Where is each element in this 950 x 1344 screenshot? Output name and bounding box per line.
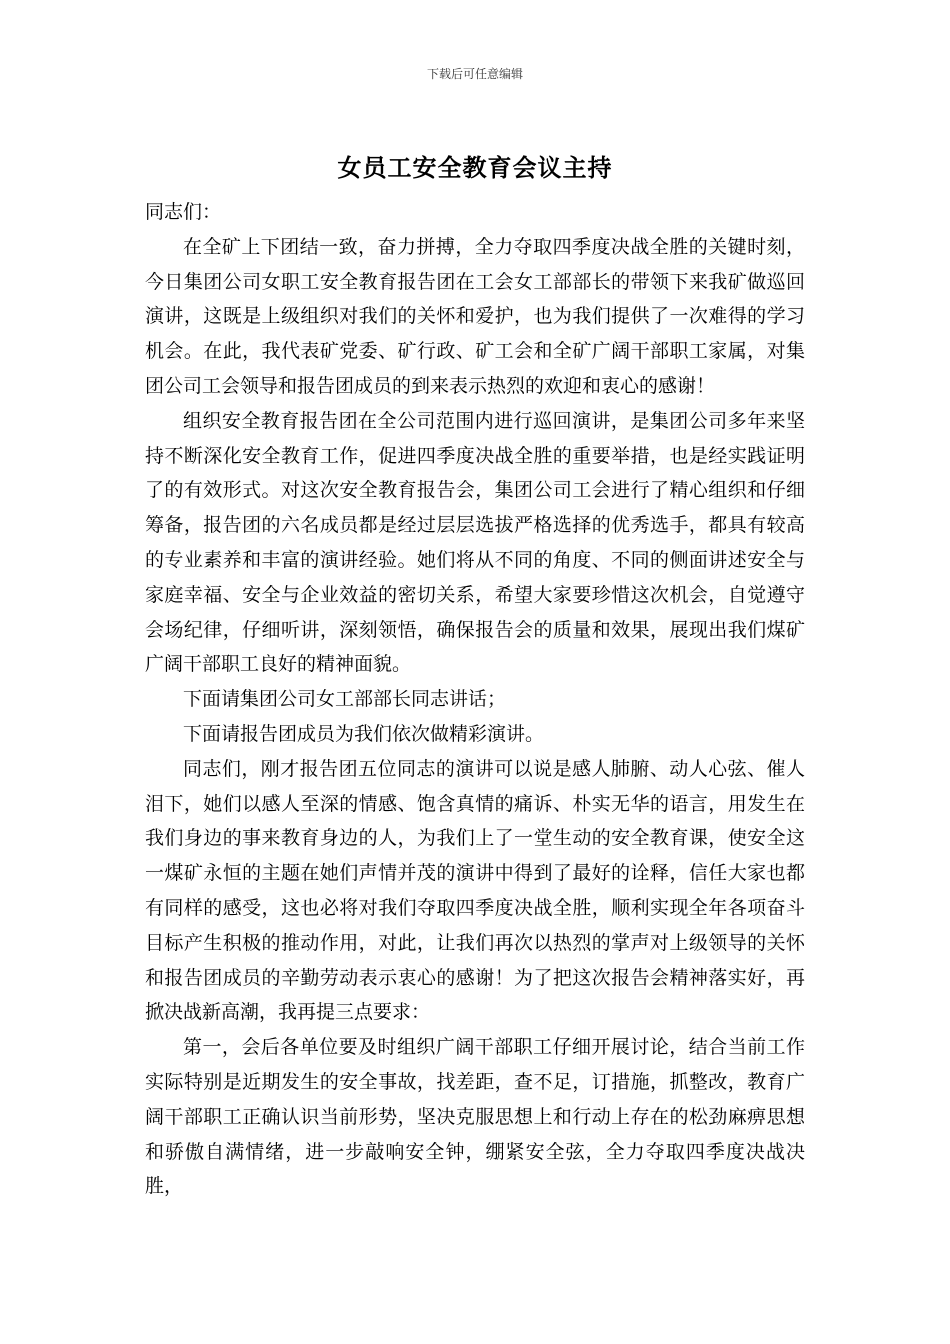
paragraph-summary: 同志们，刚才报告团五位同志的演讲可以说是感人肺腑、动人心弦、催人泪下，她们以感人至深的情感、饱含真情的痛诉、朴实无华的语言，用发生在我们身边的事来教育身边的人，为我们上了一堂生动的安全教育课，使安全这一煤矿永恒的主题在她们声情并茂的演讲中得到了最好的诠释，信任大家也都有同样的感受，这也必将对我们夺取四季度决战全胜，顺利实现全年各项奋斗目标产生积极的推动作用，对此，让我们再次以热烈的掌声对上级领导的关怀和报告团成员的辛勤劳动表示衷心的感谢！为了把这次报告会精神落实好，再掀决战新高潮，我再提三点要求：	[145, 757, 805, 1024]
header-note: 下载后可任意编辑	[426, 67, 523, 81]
salutation: 同志们：	[145, 201, 222, 223]
paragraph-speech-request: 下面请集团公司女工部部长同志讲话；	[183, 688, 507, 711]
paragraph-welcome: 在全矿上下团结一致，奋力拼搏，全力夺取四季度决战全胜的关键时刻，今日集团公司女职工安全教育报告团在工会女工部部长的带领下来我矿做巡回演讲，这既是上级组织对我们的关怀和爱护，也为我们提供了一次难得的学习机会。在此，我代表矿党委、矿行政、矿工会和全矿广阔干部职工家属，对集团公司工会领导和报告团成员的到来表示热烈的欢迎和衷心的感谢！	[145, 235, 805, 397]
paragraph-speaker-request: 下面请报告团成员为我们依次做精彩演讲。	[183, 722, 545, 745]
paragraph-requirement-one: 第一，会后各单位要及时组织广阔干部职工仔细开展讨论，结合当前工作实际特别是近期发生的安全事故，找差距，查不足，订措施，抓整改，教育广阔干部职工正确认识当前形势，坚决克服思想上和行动上存在的松劲麻痹思想和骄傲自满情绪，进一步敲响安全钟，绷紧安全弦，全力夺取四季度决战决胜，	[145, 1036, 805, 1198]
document-body	[145, 195, 805, 1204]
document-title: 女员工安全教育会议主持	[337, 153, 613, 182]
paragraph-purpose: 组织安全教育报告团在全公司范围内进行巡回演讲，是集团公司多年来坚持不断深化安全教育工作，促进四季度决战全胜的重要举措，也是经实践证明了的有效形式。对这次安全教育报告会，集团公司工会进行了精心组织和仔细筹备，报告团的六名成员都是经过层层选拔严格选择的优秀选手，都具有较高的专业素养和丰富的演讲经验。她们将从不同的角度、不同的侧面讲述安全与家庭幸福、安全与企业效益的密切关系，希望大家要珍惜这次机会，自觉遵守会场纪律，仔细听讲，深刻领悟，确保报告会的质量和效果，展现出我们煤矿广阔干部职工良好的精神面貌。	[145, 409, 805, 676]
